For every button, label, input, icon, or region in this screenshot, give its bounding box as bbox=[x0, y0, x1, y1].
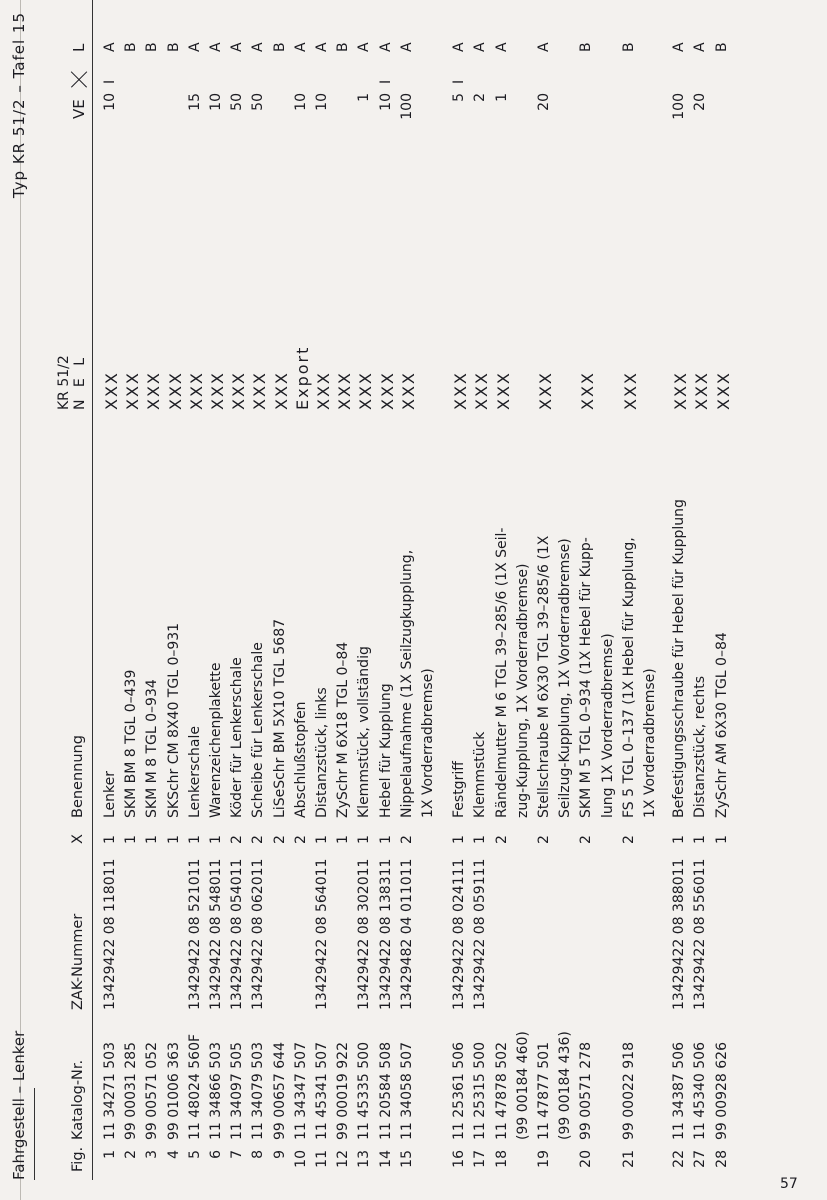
quantity-cell: 1 bbox=[671, 835, 688, 844]
quantity-cell: 1 bbox=[102, 835, 118, 844]
benennung-cell: ZySchr M 6X18 TGL 0–84 bbox=[335, 641, 352, 818]
ve-mark-cell: I bbox=[102, 79, 118, 84]
benennung-cell: Nippelaufnahme (1X Seilzugkupplung, bbox=[398, 549, 415, 818]
table-row bbox=[166, 0, 185, 1180]
ve-cell: 10 bbox=[314, 93, 330, 111]
model-mark-cell: XXX bbox=[250, 371, 270, 410]
model-mark-cell: XXX bbox=[377, 371, 397, 410]
benennung-cell: lung 1X Vorderradbremse) bbox=[599, 633, 616, 818]
quantity-cell: 1 bbox=[713, 835, 730, 844]
table-row bbox=[600, 0, 619, 1180]
table-row bbox=[578, 0, 597, 1180]
ve-mark-cell: I bbox=[377, 79, 394, 84]
table-row bbox=[144, 0, 163, 1180]
katalog-cell: 99 00019 922 bbox=[335, 1042, 352, 1140]
benennung-cell: Warenzeichenplakette bbox=[208, 662, 224, 818]
quantity-cell: 1 bbox=[451, 835, 468, 844]
fig-cell: 11 bbox=[314, 1150, 330, 1168]
katalog-cell: 11 47878 502 bbox=[493, 1042, 510, 1140]
ve-cell: 5 bbox=[451, 93, 468, 102]
benennung-cell: Hebel für Kupplung bbox=[377, 683, 394, 818]
katalog-cell: (99 00184 436) bbox=[557, 1031, 574, 1140]
benennung-cell: FS 5 TGL 0–137 (1X Hebel für Kupplung, bbox=[620, 537, 637, 818]
quantity-cell: 2 bbox=[398, 835, 415, 844]
katalog-cell: 99 00928 626 bbox=[713, 1042, 730, 1140]
class-cell: A bbox=[186, 42, 203, 52]
quantity-cell: 2 bbox=[620, 835, 637, 844]
table-row bbox=[621, 0, 640, 1180]
model-mark-cell: XXX bbox=[713, 371, 733, 410]
table-row bbox=[102, 0, 121, 1180]
model-mark-cell: XXX bbox=[208, 371, 227, 410]
katalog-cell: 11 45341 507 bbox=[314, 1042, 330, 1140]
table-row bbox=[378, 0, 397, 1180]
col-header-x: X bbox=[70, 834, 86, 844]
table-row bbox=[515, 0, 534, 1180]
benennung-cell: Abschlußstopfen bbox=[292, 701, 309, 818]
quantity-cell: 1 bbox=[165, 835, 182, 844]
class-cell: A bbox=[208, 42, 224, 52]
katalog-cell: 99 00657 644 bbox=[271, 1042, 288, 1140]
model-mark-cell: XXX bbox=[493, 371, 513, 410]
quantity-cell: 2 bbox=[250, 835, 267, 844]
ve-cell: 1 bbox=[356, 93, 373, 102]
model-mark-cell: XXX bbox=[144, 371, 164, 410]
zak-cell: 13429482 04 011011 bbox=[398, 858, 415, 1010]
table-row bbox=[229, 0, 248, 1180]
zak-cell: 13429422 08 521011 bbox=[186, 858, 203, 1010]
benennung-cell: Lenker bbox=[102, 770, 118, 818]
model-mark-cell: XXX bbox=[314, 371, 333, 410]
model-mark-cell: XXX bbox=[671, 371, 691, 410]
fig-cell: 12 bbox=[335, 1150, 352, 1168]
table-row bbox=[420, 0, 439, 1180]
title-underline bbox=[34, 1088, 35, 1180]
quantity-cell: 1 bbox=[208, 835, 224, 844]
table-row bbox=[536, 0, 555, 1180]
model-mark-cell: XXX bbox=[578, 371, 598, 410]
fig-cell: 20 bbox=[578, 1150, 595, 1168]
quantity-cell: 1 bbox=[335, 835, 352, 844]
ve-cell: 2 bbox=[472, 93, 489, 102]
class-cell: A bbox=[671, 42, 688, 52]
class-cell: A bbox=[451, 42, 468, 52]
class-cell: A bbox=[536, 42, 552, 52]
ve-cell: 50 bbox=[229, 93, 246, 111]
fig-cell: 9 bbox=[271, 1150, 288, 1159]
fig-cell: 17 bbox=[472, 1150, 489, 1168]
benennung-cell: ZySchr AM 6X30 TGL 0–84 bbox=[713, 632, 730, 818]
katalog-cell: 11 45335 500 bbox=[356, 1042, 373, 1140]
zak-cell: 13429422 08 118011 bbox=[102, 858, 118, 1010]
benennung-cell: Distanzstück, links bbox=[314, 687, 330, 818]
benennung-cell: Scheibe für Lenkerschale bbox=[250, 642, 267, 818]
fig-cell: 8 bbox=[250, 1150, 267, 1159]
class-cell: A bbox=[692, 42, 709, 52]
col-header-kr-variants: N E L bbox=[72, 353, 88, 410]
class-cell: A bbox=[229, 42, 246, 52]
table-row bbox=[714, 0, 733, 1180]
zak-cell: 13429422 08 059111 bbox=[472, 858, 489, 1010]
benennung-cell: Stellschraube M 6X30 TGL 39–285/6 (1X bbox=[536, 535, 552, 818]
model-mark-cell: XXX bbox=[335, 371, 355, 410]
model-mark-cell: Export bbox=[292, 345, 312, 410]
table-row bbox=[356, 0, 375, 1180]
quantity-cell: 1 bbox=[186, 835, 203, 844]
katalog-cell: 11 48024 560F bbox=[186, 1033, 203, 1140]
class-cell: A bbox=[250, 42, 267, 52]
class-cell: A bbox=[493, 42, 510, 52]
katalog-cell: 11 34097 505 bbox=[229, 1042, 246, 1140]
table-row bbox=[123, 0, 142, 1180]
katalog-cell: 11 34387 506 bbox=[671, 1042, 688, 1140]
class-cell: A bbox=[102, 42, 118, 52]
table-row bbox=[451, 0, 470, 1180]
model-mark-cell: XXX bbox=[472, 371, 492, 410]
model-mark-cell: XXX bbox=[692, 371, 712, 410]
class-cell: B bbox=[335, 42, 352, 52]
benennung-cell: 1X Vorderradbremse) bbox=[420, 668, 436, 818]
class-cell: B bbox=[620, 42, 637, 52]
katalog-cell: 99 00031 285 bbox=[123, 1042, 140, 1140]
table-row bbox=[494, 0, 513, 1180]
benennung-cell: SKM BM 8 TGL 0–439 bbox=[123, 669, 140, 818]
benennung-cell: Klemmstück, vollständig bbox=[356, 646, 373, 818]
fig-cell: 13 bbox=[356, 1150, 373, 1168]
fig-cell: 21 bbox=[620, 1150, 637, 1168]
class-cell: B bbox=[271, 42, 288, 52]
benennung-cell: SKSchr CM 8X40 TGL 0–931 bbox=[165, 622, 182, 818]
zak-cell: 13429422 08 564011 bbox=[314, 858, 330, 1010]
ve-cell: 20 bbox=[536, 93, 552, 111]
benennung-cell: Seilzug-Kupplung, 1X Vorderradbremse) bbox=[557, 538, 574, 818]
ve-cell: 100 bbox=[671, 93, 688, 120]
fig-cell: 3 bbox=[144, 1150, 161, 1159]
ve-cell: 100 bbox=[398, 93, 415, 120]
benennung-cell: Festgriff bbox=[451, 761, 468, 818]
table-row bbox=[293, 0, 312, 1180]
class-cell: A bbox=[398, 42, 415, 52]
benennung-cell: zug-Kupplung, 1X Vorderradbremse) bbox=[514, 563, 531, 818]
fig-cell: 1 bbox=[102, 1150, 118, 1159]
table-row bbox=[557, 0, 576, 1180]
table-row bbox=[208, 0, 227, 1180]
table-row bbox=[671, 0, 690, 1180]
ve-cell: 10 bbox=[377, 93, 394, 111]
page-number: 57 bbox=[780, 1176, 798, 1192]
katalog-cell: 11 34866 503 bbox=[208, 1042, 224, 1140]
table-row bbox=[187, 0, 206, 1180]
fig-cell: 16 bbox=[451, 1150, 468, 1168]
table-row bbox=[250, 0, 269, 1180]
fig-cell: 5 bbox=[186, 1150, 203, 1159]
header-rule bbox=[92, 0, 93, 1180]
model-mark-cell: XXX bbox=[123, 371, 143, 410]
benennung-cell: Lenkerschale bbox=[186, 726, 203, 818]
table-row bbox=[642, 0, 661, 1180]
quantity-cell: 2 bbox=[578, 835, 595, 844]
benennung-cell: Befestigungsschraube für Hebel für Kupplung bbox=[671, 499, 688, 818]
fig-cell: 22 bbox=[671, 1150, 688, 1168]
model-mark-cell: XXX bbox=[536, 371, 555, 410]
class-cell: A bbox=[292, 42, 309, 52]
zak-cell: 13429422 08 548011 bbox=[208, 858, 224, 1010]
table-row bbox=[399, 0, 418, 1180]
model-mark-cell: XXX bbox=[102, 371, 121, 410]
katalog-cell: 11 25315 500 bbox=[472, 1042, 489, 1140]
quantity-cell: 1 bbox=[692, 835, 709, 844]
katalog-cell: 11 34058 507 bbox=[398, 1042, 415, 1140]
katalog-cell: 11 25361 506 bbox=[451, 1042, 468, 1140]
table-row bbox=[314, 0, 333, 1180]
col-header-zak: ZAK-Nummer bbox=[70, 913, 86, 1010]
fig-cell: 10 bbox=[292, 1150, 309, 1168]
katalog-cell: 99 00571 052 bbox=[144, 1042, 161, 1140]
class-cell: B bbox=[578, 42, 595, 52]
katalog-cell: 11 34079 503 bbox=[250, 1042, 267, 1140]
model-mark-cell: XXX bbox=[271, 371, 291, 410]
col-header-benennung: Benennung bbox=[70, 735, 86, 818]
katalog-cell: 99 00571 278 bbox=[578, 1042, 595, 1140]
ve-cell: 10 bbox=[102, 93, 118, 111]
zak-cell: 13429422 08 062011 bbox=[250, 858, 267, 1010]
fig-cell: 28 bbox=[713, 1150, 730, 1168]
benennung-cell: 1X Vorderradbremse) bbox=[642, 668, 658, 818]
ve-mark-cell: I bbox=[451, 79, 468, 84]
class-cell: A bbox=[377, 42, 394, 52]
col-header-l: L bbox=[70, 43, 88, 52]
class-cell: B bbox=[144, 42, 161, 52]
quantity-cell: 1 bbox=[472, 835, 489, 844]
zak-cell: 13429422 08 054011 bbox=[229, 858, 246, 1010]
fig-cell: 2 bbox=[123, 1150, 140, 1159]
class-cell: B bbox=[713, 42, 730, 52]
col-header-cross-icon bbox=[70, 70, 88, 88]
fig-cell: 27 bbox=[692, 1150, 709, 1168]
benennung-cell: Klemmstück bbox=[472, 731, 489, 818]
quantity-cell: 2 bbox=[229, 835, 246, 844]
zak-cell: 13429422 08 024111 bbox=[451, 858, 468, 1010]
model-mark-cell: XXX bbox=[229, 371, 249, 410]
quantity-cell: 1 bbox=[356, 835, 373, 844]
benennung-cell: Rändelmutter M 6 TGL 39–285/6 (1X Seil- bbox=[493, 527, 510, 818]
zak-cell: 13429422 08 302011 bbox=[356, 858, 373, 1010]
fig-cell: 7 bbox=[229, 1150, 246, 1159]
katalog-cell: 11 47877 501 bbox=[536, 1042, 552, 1140]
benennung-cell: SKM M 5 TGL 0–934 (1X Hebel für Kupp- bbox=[578, 537, 595, 818]
quantity-cell: 1 bbox=[144, 835, 161, 844]
benennung-cell: Köder für Lenkerschale bbox=[229, 657, 246, 818]
class-cell: B bbox=[165, 42, 182, 52]
class-cell: A bbox=[472, 42, 489, 52]
col-header-ve: VE bbox=[70, 99, 88, 119]
model-mark-cell: XXX bbox=[451, 371, 471, 410]
fig-cell: 6 bbox=[208, 1150, 224, 1159]
table-row bbox=[472, 0, 491, 1180]
benennung-cell: LiSeSchr BM 5X10 TGL 5687 bbox=[271, 618, 288, 818]
model-mark-cell: XXX bbox=[398, 371, 418, 410]
class-cell: A bbox=[356, 42, 373, 52]
model-mark-cell: XXX bbox=[186, 371, 206, 410]
ve-cell: 10 bbox=[292, 93, 309, 111]
benennung-cell: SKM M 8 TGL 0–934 bbox=[144, 679, 161, 818]
quantity-cell: 1 bbox=[123, 835, 140, 844]
col-header-katalog: Katalog-Nr. bbox=[70, 1059, 86, 1140]
benennung-cell: Distanzstück, rechts bbox=[692, 675, 709, 818]
quantity-cell: 1 bbox=[377, 835, 394, 844]
ve-cell: 50 bbox=[250, 93, 267, 111]
fig-cell: 15 bbox=[398, 1150, 415, 1168]
table-type-title: Typ KR 51/2 – Tafel 15 bbox=[10, 12, 28, 199]
katalog-cell: 99 01006 363 bbox=[165, 1042, 182, 1140]
model-mark-cell: XXX bbox=[620, 371, 640, 410]
quantity-cell: 2 bbox=[292, 835, 309, 844]
model-mark-cell: XXX bbox=[356, 371, 376, 410]
ve-cell: 10 bbox=[208, 93, 224, 111]
katalog-cell: 11 34271 503 bbox=[102, 1042, 118, 1140]
table-row bbox=[272, 0, 291, 1180]
ve-cell: 1 bbox=[493, 93, 510, 102]
quantity-cell: 2 bbox=[536, 835, 552, 844]
model-mark-cell: XXX bbox=[165, 371, 185, 410]
katalog-cell: 11 20584 508 bbox=[377, 1042, 394, 1140]
class-cell: B bbox=[123, 42, 140, 52]
col-header-kr-model: KR 51/2 bbox=[56, 355, 72, 410]
fig-cell: 14 bbox=[377, 1150, 394, 1168]
zak-cell: 13429422 08 138311 bbox=[377, 858, 394, 1010]
table-row bbox=[692, 0, 711, 1180]
fig-cell: 4 bbox=[165, 1150, 182, 1159]
section-title: Fahrgestell – Lenker bbox=[10, 1030, 28, 1180]
katalog-cell: 11 34347 507 bbox=[292, 1042, 309, 1140]
fig-cell: 19 bbox=[536, 1150, 552, 1168]
quantity-cell: 1 bbox=[314, 835, 330, 844]
katalog-cell: 99 00022 918 bbox=[620, 1042, 637, 1140]
ve-cell: 20 bbox=[692, 93, 709, 111]
zak-cell: 13429422 08 388011 bbox=[671, 858, 688, 1010]
col-header-fig: Fig. bbox=[70, 1146, 86, 1172]
class-cell: A bbox=[314, 42, 330, 52]
katalog-cell: (99 00184 460) bbox=[514, 1031, 531, 1140]
fig-cell: 18 bbox=[493, 1150, 510, 1168]
zak-cell: 13429422 08 556011 bbox=[692, 858, 709, 1010]
quantity-cell: 2 bbox=[271, 835, 288, 844]
quantity-cell: 2 bbox=[493, 835, 510, 844]
katalog-cell: 11 45340 506 bbox=[692, 1042, 709, 1140]
ve-cell: 15 bbox=[186, 93, 203, 111]
table-row bbox=[335, 0, 354, 1180]
